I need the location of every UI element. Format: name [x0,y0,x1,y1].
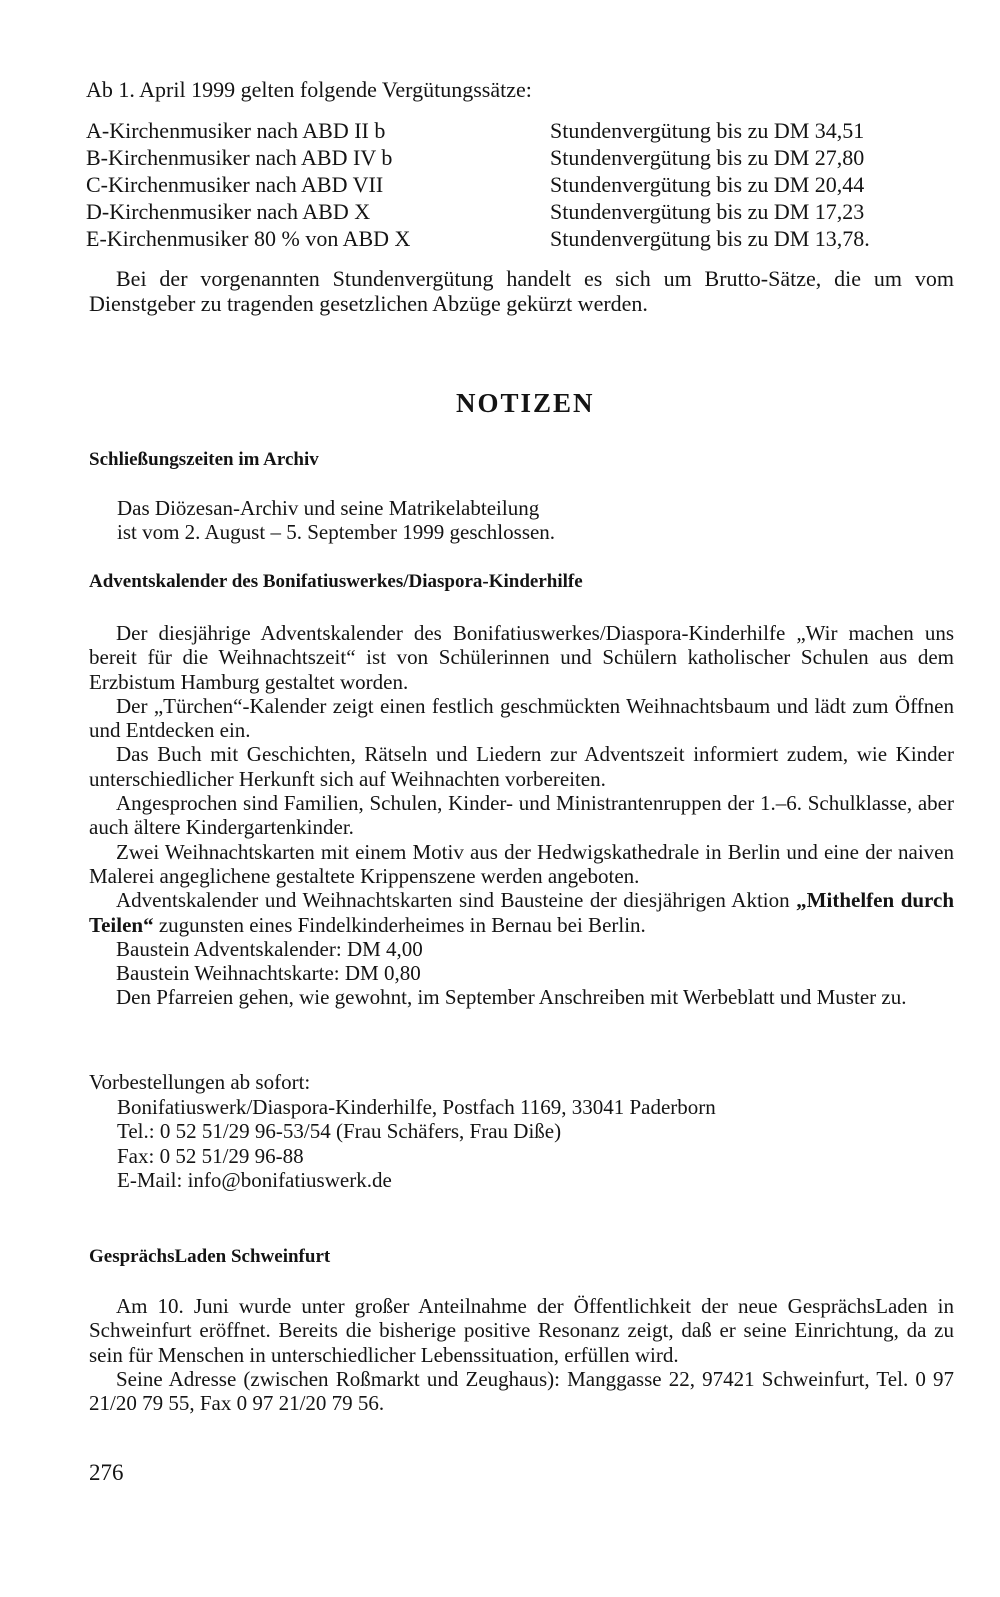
advent-paragraph: Der „Türchen“-Kalender zeigt einen festlich geschmückten Weihnachtsbaum und lädt zum Öffnen und Entdecken ein. [89,693,954,743]
gespraech-heading: GesprächsLaden Schweinfurt [89,1246,331,1267]
advent-price: Baustein Adventskalender: DM 4,00 [116,936,423,961]
order-contact [117,1095,716,1192]
advent-paragraph [89,888,954,937]
campaign-name: „Mithelfen durch Teilen“ [89,888,954,937]
page-number: 276 [89,1460,124,1485]
rate-row [0,144,1000,171]
rates-note-text: Bei der vorgenannten Stundenvergütung handelt es sich um Brutto-Sätze, die um vom Dienstgeber zu tragenden gesetzlichen Abzüge gekürzt werden. [89,266,954,316]
rates-note [89,266,954,316]
order-label: Vorbestellungen ab sofort: [89,1070,311,1094]
section-title: NOTIZEN [456,388,595,418]
order-fax: Fax: 0 52 51/29 96-88 [117,1143,304,1168]
rate-row [0,117,1000,144]
advent-paragraph: Das Buch mit Geschichten, Rätseln und Liedern zur Adventszeit informiert zudem, wie Kinder unterschiedlicher Herkunft sich auf Weihnachten vorbereiten. [89,742,954,791]
gespraech-body [89,1294,954,1415]
advent-paragraph: Zwei Weihnachtskarten mit einem Motiv aus der Hedwigskathedrale in Berlin und eine der naiven Malerei angeglichene gestaltete Krippenszene werden angeboten. [89,839,954,888]
advent-p6-pre: Adventskalender und Weihnachtskarten sind Bausteine der diesjährigen Aktion [116,888,797,913]
rate-amount: Stundenvergütung bis zu DM 17,23 [550,199,865,224]
advent-heading: Adventskalender des Bonifatiuswerkes/Diaspora-Kinderhilfe [89,571,583,592]
rate-amount: Stundenvergütung bis zu DM 34,51 [550,118,865,143]
advent-price: Baustein Weihnachtskarte: DM 0,80 [116,961,421,986]
rate-category: E-Kirchenmusiker 80 % von ABD X [86,226,411,251]
order-email: E-Mail: info@bonifatiuswerk.de [117,1167,392,1192]
rate-amount: Stundenvergütung bis zu DM 20,44 [550,172,865,197]
archive-notice [117,496,555,545]
rate-category: B-Kirchenmusiker nach ABD IV b [86,145,393,170]
gespraech-paragraph: Am 10. Juni wurde unter großer Anteilnahme der Öffentlichkeit der neue GesprächsLaden in Schweinfurt eröffnet. Bereits die bisherige positive Resonanz zeigt, daß er seine Einrichtung, da zu sein für Menschen in unterschiedlicher Lebenssituation, erfüllen wird. [89,1294,954,1367]
gespraech-paragraph: Seine Adresse (zwischen Roßmarkt und Zeughaus): Manggasse 22, 97421 Schweinfurt, Tel. 0 97 21/20 79 55, Fax 0 97 21/20 79 56. [89,1366,954,1416]
archive-line: ist vom 2. August – 5. September 1999 geschlossen. [117,520,556,545]
rate-category: C-Kirchenmusiker nach ABD VII [86,172,384,197]
archive-heading: Schließungszeiten im Archiv [89,449,319,470]
order-tel: Tel.: 0 52 51/29 96-53/54 (Frau Schäfers, Frau Diße) [117,1119,562,1144]
archive-line: Das Diözesan-Archiv und seine Matrikelabteilung [117,496,540,520]
rate-category: D-Kirchenmusiker nach ABD X [86,199,371,224]
rate-row [0,225,1000,252]
rate-row [0,171,1000,198]
advent-paragraph: Angesprochen sind Familien, Schulen, Kinder- und Ministrantenruppen der 1.–6. Schulklasse, aber auch ältere Kindergartenkinder. [89,791,954,840]
advent-paragraph: Der diesjährige Adventskalender des Bonifatiuswerkes/Diaspora-Kinderhilfe „Wir machen uns bereit für die Weihnachtszeit“ ist von Schülerinnen und Schülern katholischer Schulen aus dem Erzbistum Hamburg gestaltet worden. [89,621,954,694]
order-address: Bonifatiuswerk/Diaspora-Kinderhilfe, Postfach 1169, 33041 Paderborn [117,1095,716,1119]
rate-amount: Stundenvergütung bis zu DM 13,78. [550,226,870,251]
advent-body [89,621,954,1010]
rate-category: A-Kirchenmusiker nach ABD II b [86,118,386,143]
rates-intro: Ab 1. April 1999 gelten folgende Vergütungssätze: [86,77,532,102]
advent-p6-post: zugunsten eines Findelkinderheimes in Bernau bei Berlin. [153,912,646,937]
rate-amount: Stundenvergütung bis zu DM 27,80 [550,145,865,170]
advent-paragraph: Den Pfarreien gehen, wie gewohnt, im September Anschreiben mit Werbeblatt und Muster zu. [116,985,907,1010]
rate-row [0,198,1000,225]
